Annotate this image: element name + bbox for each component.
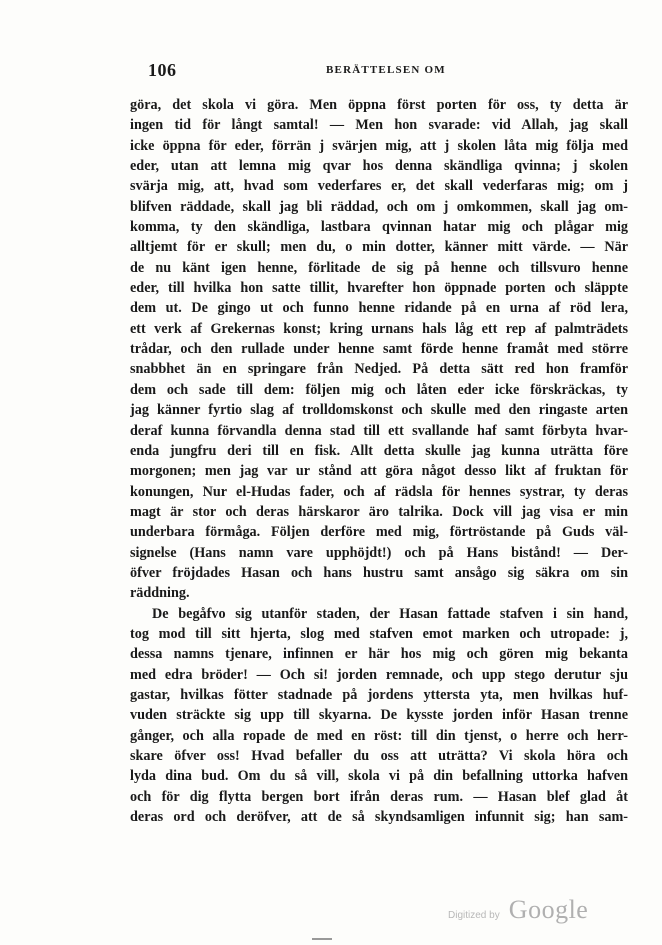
text-line: svärja mig, att, hvad som vederfares er, det skall vederfaras mig; om j — [130, 178, 628, 195]
running-head: BERÄTTELSEN OM — [326, 64, 446, 76]
text-line: gastar, hvilkas fötter stadnade på jordens yttersta yta, men hvilkas huf- — [130, 686, 628, 703]
text-line: gånger, och alla ropade de med en röst: till din tjenst, o herre och herr- — [130, 727, 628, 744]
text-line: signelse (Hans namn vare upphöjdt!) och på Hans bistånd! — Der- — [130, 544, 628, 561]
text-line: trådar, och den rullade under henne samt förde henne framåt med större — [130, 341, 628, 358]
text-line: göra, det skola vi göra. Men öppna först porten för oss, ty detta är — [130, 97, 628, 113]
text-line: och för dig flytta bergen bort ifrån deras rum. — Hasan blef glad åt — [130, 788, 628, 805]
text-line: konungen, Nur el-Hudas fader, och af rädsla för hennes systrar, ty deras — [130, 483, 628, 500]
text-line: alltjemt för er skull; men du, o min dotter, känner mitt värde. — När — [130, 239, 628, 256]
text-line: deras ord och deröfver, att de så skyndsamligen infunnit sig; han sam- — [130, 809, 628, 826]
text-line: eder, utan att lemna mig qvar hos denna skändliga qvinna; j skolen — [130, 158, 628, 175]
text-line: jag känner fyrtio slag af trolldomskonst och skulle med den ringaste arten — [130, 402, 628, 419]
page-number: 106 — [148, 60, 177, 80]
text-line: öfver fröjdades Hasan och hans hustru samt ansågo sig säkra om sin — [130, 564, 628, 581]
text-line: deraf kunna förvandla denna stad till ett svallande haf samt förbyta hvar- — [130, 422, 628, 439]
text-line: tog mod till sitt hjerta, slog med stafven emot marken och utropade: j, — [130, 625, 628, 642]
text-line: morgonen; men jag var ur stånd att göra något desso likt af fruktan för — [130, 463, 628, 480]
page-header — [128, 60, 634, 86]
text-line: dem och sade till dem: följen mig och låten eder icke förskräckas, ty — [130, 381, 628, 398]
text-line: icke öppna för eder, förrän j svärjen mig, att j skolen låta mig följa med — [130, 137, 628, 154]
text-line: underbara förmåga. Följen derföre med mig, förtröstande på Guds väl- — [130, 524, 628, 541]
page-bottom-mark — [312, 938, 332, 940]
watermark-prefix: Digitized by — [448, 910, 500, 921]
text-line: lyda dina bud. Om du så vill, skola vi på din befallning uttorka hafven — [130, 768, 628, 785]
digitization-watermark — [448, 895, 588, 925]
text-line: eder, till hvilka hon satte tillit, hvarefter hon öppnade porten och släppte — [130, 280, 628, 297]
text-line: snabbhet än en springare från Nedjed. På detta sätt red hon framför — [130, 361, 628, 378]
text-line: blifven räddade, skall jag bli räddad, och om j omkommen, skall jag om- — [130, 198, 628, 215]
body-text — [130, 95, 628, 827]
text-line: komma, ty den skändliga, lastbara qvinnan hatar mig och plågar mig — [130, 219, 628, 236]
text-line: räddning. — [130, 585, 190, 602]
text-line: ingen tid för långt samtal! — Men hon svarade: vid Allah, jag skall — [130, 117, 628, 134]
google-logo: Google — [508, 895, 589, 924]
text-line: skare öfver oss! Hvad befaller du oss att uträtta? Vi skola höra och — [130, 748, 628, 764]
text-line: de nu känt igen henne, förlitade de sig på henne och tillsvuro henne — [130, 259, 628, 276]
text-line: enda jungfru deri till en fisk. Allt detta skulle jag kunna uträtta före — [130, 442, 628, 459]
text-line: De begåfvo sig utanför staden, der Hasan fattade stafven i sin hand, — [152, 605, 628, 622]
text-line: magt är stor och deras härskaror äro talrika. Dock vill jag visa er min — [130, 503, 628, 520]
text-line: dessa namns tjenare, infinnen er här hos mig och gören mig bekanta — [130, 646, 628, 663]
text-line: vuden sträckte sig upp till skyarna. De kysste jorden inför Hasan trenne — [130, 707, 628, 724]
text-line: med edra bröder! — Och si! jorden remnade, och upp stego derutur sju — [130, 666, 628, 683]
text-line: ett verk af Grekernas konst; kring urnans hals låg ett rep af palmträdets — [130, 320, 628, 337]
text-line: dem ut. De gingo ut och funno henne ridande på en urna af röd lera, — [130, 300, 628, 317]
